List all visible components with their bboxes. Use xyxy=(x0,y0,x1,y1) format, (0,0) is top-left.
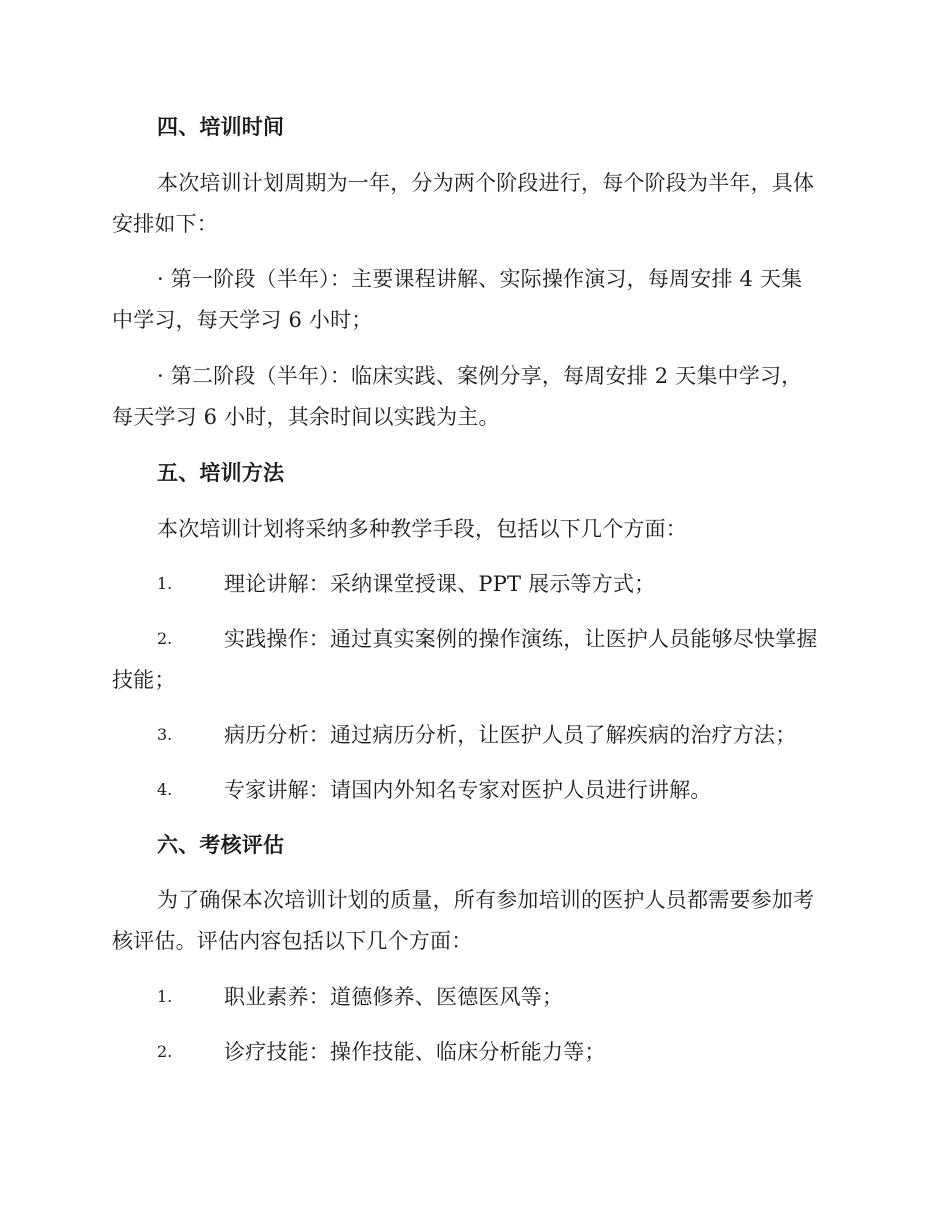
list-item-text: 实践操作：通过真实案例的操作演练，让医护人员能够尽快掌握 xyxy=(224,627,818,651)
list-item-number: 2. xyxy=(157,629,173,648)
section-heading-assessment: 六、考核评估 xyxy=(157,832,285,857)
list-item-text: 理论讲解：采纳课堂授课、PPT 展示等方式； xyxy=(224,572,656,596)
bullet-item-line: · 第二阶段（半年）：临床实践、案例分享，每周安排 2 天集中学习， xyxy=(157,364,803,388)
list-item-text-continued: 技能； xyxy=(112,668,176,692)
bullet-item-line: 每天学习 6 小时，其余时间以实践为主。 xyxy=(112,405,500,429)
section-heading-training-time: 四、培训时间 xyxy=(157,114,285,139)
paragraph-line: 本次培训计划将采纳多种教学手段，包括以下几个方面： xyxy=(157,517,687,541)
list-item-number: 4. xyxy=(157,780,173,799)
list-item-number: 3. xyxy=(157,725,173,744)
list-item-text: 诊疗技能：操作技能、临床分析能力等； xyxy=(224,1040,606,1064)
section-heading-training-methods: 五、培训方法 xyxy=(157,460,285,485)
list-item-number: 1. xyxy=(157,574,173,593)
paragraph-line: 本次培训计划周期为一年，分为两个阶段进行，每个阶段为半年，具体 xyxy=(157,171,815,195)
bullet-item-line: · 第一阶段（半年）：主要课程讲解、实际操作演习，每周安排 4 天集 xyxy=(157,267,803,291)
list-item-text: 病历分析：通过病历分析，让医护人员了解疾病的治疗方法； xyxy=(224,723,797,747)
bullet-item-line: 中学习，每天学习 6 小时； xyxy=(112,308,373,332)
list-item-text: 职业素养：道德修养、医德医风等； xyxy=(224,985,564,1009)
paragraph-line: 为了确保本次培训计划的质量，所有参加培训的医护人员都需要参加考 xyxy=(157,888,815,912)
paragraph-line: 核评估。评估内容包括以下几个方面： xyxy=(112,929,473,953)
list-item-number: 1. xyxy=(157,987,173,1006)
paragraph-line: 安排如下： xyxy=(112,212,218,236)
list-item-text: 专家讲解：请国内外知名专家对医护人员进行讲解。 xyxy=(224,778,712,802)
list-item-number: 2. xyxy=(157,1042,173,1061)
